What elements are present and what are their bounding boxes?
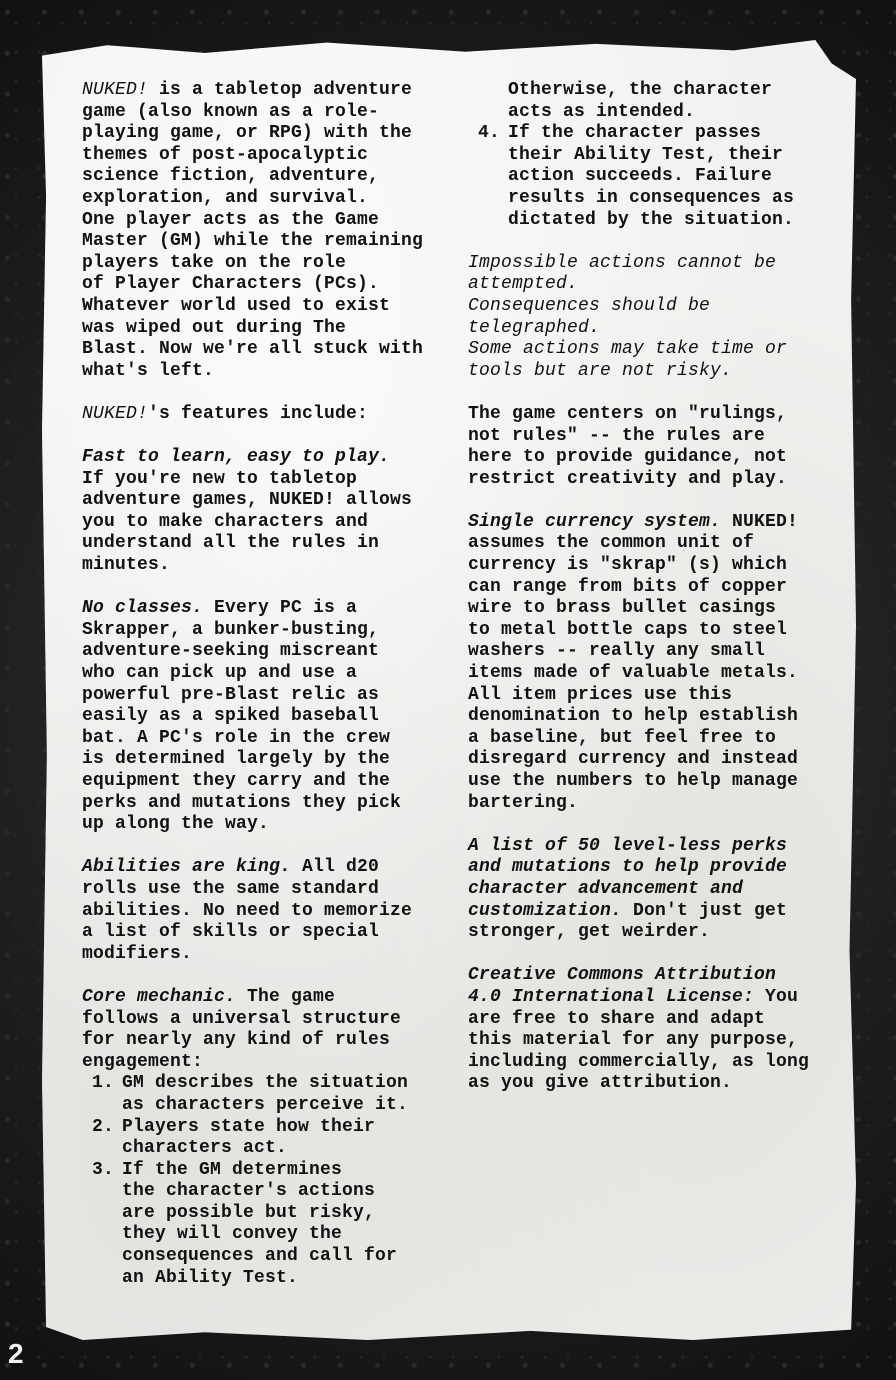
list-text: If the GM determines the character's actions are possible but risky, they will convey the consequences and call for an Ability Test. bbox=[122, 1159, 398, 1288]
feature-license bbox=[468, 965, 828, 1095]
feature-title: Single currency system. bbox=[468, 511, 722, 532]
list-text: GM describes the situation as characters perceive it. bbox=[122, 1073, 409, 1115]
feature-text: NUKED! assumes the common unit of currency is "skrap" (s) which can range from bits of copper wire to brass bullet casings to metal bottle caps to steel washers -- really any small items made of valuable metals. All item prices use this denomination to help establish a baseline, but feel free to disregard currency and instead use the numbers to help manage bartering. bbox=[468, 511, 799, 813]
intro-paragraph bbox=[82, 80, 442, 382]
left-column bbox=[82, 80, 442, 1289]
feature-text: The game follows a universal structure for nearly any kind of rules engagement: bbox=[82, 986, 402, 1072]
list-item bbox=[82, 1117, 442, 1160]
list-item bbox=[82, 1160, 442, 1290]
list-text: If the character passes their Ability Test, their action succeeds. Failure results in consequences as dictated by the situation. bbox=[508, 123, 795, 230]
feature-currency bbox=[468, 512, 828, 814]
feature-title: Fast to learn, easy to play. bbox=[82, 447, 391, 468]
list-item bbox=[82, 1073, 442, 1116]
list-item-continued: Otherwise, the character acts as intended. bbox=[508, 80, 773, 122]
feature-core-mechanic bbox=[82, 987, 442, 1073]
feature-text: All d20 rolls use the same standard abilities. No need to memorize a list of skills or special modifiers. bbox=[82, 857, 413, 964]
list-number: 1. bbox=[92, 1073, 115, 1094]
list-number: 2. bbox=[92, 1116, 115, 1137]
feature-text: If you're new to tabletop adventure games, NUKED! allows you to make characters and understand all the rules in minutes. bbox=[82, 468, 413, 576]
game-title: NUKED! bbox=[82, 80, 149, 100]
intro-text: is a tabletop adventure game (also known as a role- playing game, or RPG) with the themes of post-apocalyptic science fiction, adventure, exploration, and survival. One player acts as the Game Master (GM) while the remaining players take on the role of Player Characters (PCs). Whatever world used to exist was wiped out during The Blast. Now we're all stuck with what's left. bbox=[82, 80, 424, 381]
list-item bbox=[468, 123, 828, 231]
feature-title: No classes. bbox=[82, 598, 204, 619]
feature-text: Don't just get stronger, get weirder. bbox=[468, 900, 788, 943]
list-number: 3. bbox=[92, 1159, 115, 1180]
features-intro-text: 's features include: bbox=[148, 403, 369, 424]
features-intro bbox=[82, 404, 442, 426]
core-mechanic-steps bbox=[82, 1073, 442, 1289]
feature-no-classes bbox=[82, 598, 442, 836]
feature-title: Creative Commons Attribution 4.0 International License: bbox=[468, 965, 777, 1007]
feature-title: Core mechanic. bbox=[82, 986, 237, 1007]
feature-fast bbox=[82, 447, 442, 577]
feature-title: Abilities are king. bbox=[82, 857, 292, 878]
feature-perks bbox=[468, 836, 828, 944]
feature-abilities bbox=[82, 857, 442, 965]
feature-text: Every PC is a Skrapper, a bunker-busting, adventure-seeking miscreant who can pick up and use a powerful pre-Blast relic as easily as a spiked baseball bat. A PC's role in the crew is determined largely by the equipment they carry and the perks and mutations they pick up along the way. bbox=[82, 598, 402, 835]
list-text: Players state how their characters act. bbox=[122, 1116, 376, 1159]
rulings-paragraph: The game centers on "rulings, not rules" -- the rules are here to provide guidance, not restrict creativity and play. bbox=[468, 403, 788, 489]
game-title: NUKED! bbox=[82, 403, 149, 424]
page-number: 2 bbox=[8, 1338, 24, 1369]
core-mechanic-steps-continued bbox=[468, 123, 828, 231]
rules-notes: Impossible actions cannot be attempted. Consequences should be telegraphed. Some actions may take time or tools but are not risky. bbox=[468, 252, 788, 381]
feature-text: You are free to share and adapt this material for any purpose, including commercially, as long as you give attribution. bbox=[468, 986, 810, 1094]
feature-title: A list of 50 level-less perks and mutations to help provide character advancement and customization. bbox=[468, 835, 788, 921]
right-column bbox=[468, 80, 828, 1117]
list-number: 4. bbox=[478, 123, 501, 144]
